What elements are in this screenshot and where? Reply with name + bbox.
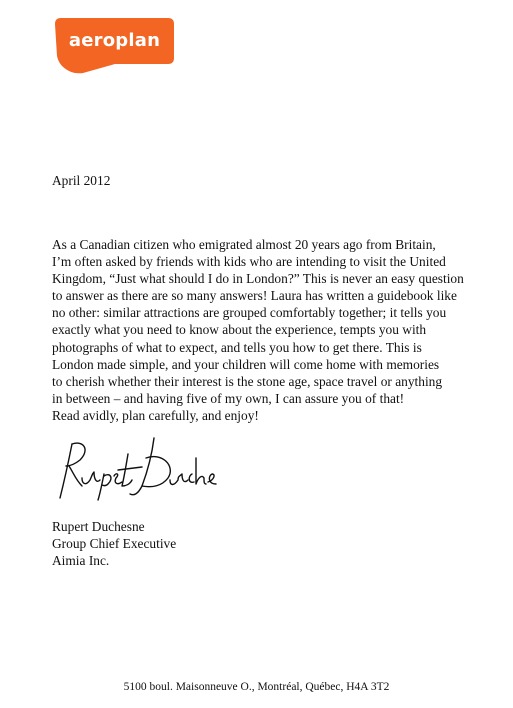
body-line: London made simple, and your children will come home with memories <box>52 356 440 372</box>
body-line: to answer as there are so many answers! Laura has written a guidebook like <box>52 288 457 304</box>
signer-title: Group Chief Executive <box>52 536 177 551</box>
body-line: to cherish whether their interest is the stone age, space travel or anything <box>52 373 443 389</box>
body-line: As a Canadian citizen who emigrated almost 20 years ago from Britain, <box>52 237 436 252</box>
handwritten-signature <box>50 436 220 502</box>
body-line: no other: similar attractions are grouped comfortably together; it tells you <box>52 305 447 321</box>
body-line: Read avidly, plan carefully, and enjoy! <box>52 407 259 423</box>
body-line: in between – and having five of my own, I can assure you of that! <box>52 390 405 406</box>
body-line: I’m often asked by friends with kids who are intending to visit the United <box>52 254 446 270</box>
body-line: Kingdom, “Just what should I do in London?” This is never an easy question <box>52 271 464 287</box>
signer-company: Aimia Inc. <box>52 553 110 568</box>
footer-address: 5100 boul. Maisonneuve O., Montréal, Québec, H4A 3T2 <box>123 681 390 693</box>
letter-body <box>52 236 482 424</box>
aeroplan-logo <box>53 16 176 74</box>
letter-date: April 2012 <box>52 173 111 188</box>
logo-wordmark: aeroplan <box>68 30 161 51</box>
body-line: photographs of what to expect, and tells you how to get there. This is <box>52 339 422 355</box>
body-line: exactly what you need to know about the experience, tempts you with <box>52 322 427 338</box>
signer-block <box>52 518 176 569</box>
signer-name: Rupert Duchesne <box>52 519 145 534</box>
